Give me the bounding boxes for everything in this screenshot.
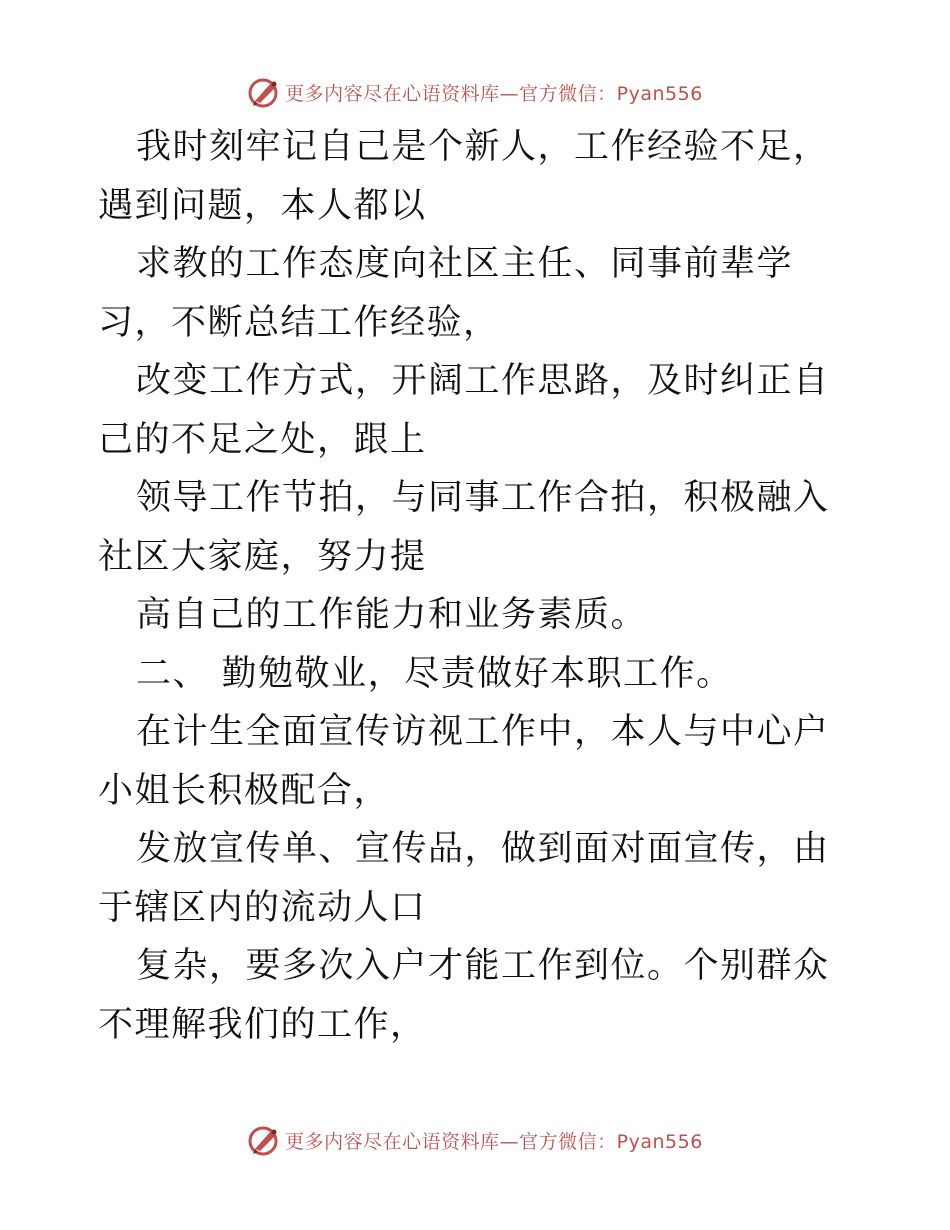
header-banner: [0, 72, 950, 112]
paragraph: 高自己的工作能力和业务素质。: [136, 595, 648, 635]
paragraph: 发放宣传单、宣传品，做到面对面宣传，由于辖区内的流动人口: [98, 829, 830, 928]
paragraph: 求教的工作态度向社区主任、同事前辈学习，不断总结工作经验，: [98, 244, 794, 343]
document-body: [98, 118, 858, 1054]
paragraph: 改变工作方式，开阔工作思路，及时纠正自己的不足之处，跟上: [98, 361, 830, 460]
section-heading: 二、 勤勉敬业，尽责做好本职工作。: [136, 653, 733, 694]
paragraph: 在计生全面宣传访视工作中，本人与中心户小姐长积极配合，: [98, 712, 830, 811]
paragraph: 我时刻牢记自己是个新人，工作经验不足，遇到问题，本人都以: [98, 127, 830, 226]
footer-banner: [0, 1120, 950, 1160]
footer-banner-text: 更多内容尽在心语资料库—官方微信：Pyan556: [285, 1130, 703, 1153]
paragraph: 领导工作节拍，与同事工作合拍，积极融入社区大家庭，努力提: [98, 478, 830, 577]
header-banner-text: 更多内容尽在心语资料库—官方微信：Pyan556: [285, 82, 703, 105]
pen-logo-icon: [247, 75, 281, 109]
pen-logo-icon: [247, 1123, 281, 1157]
paragraph: 复杂，要多次入户才能工作到位。个别群众不理解我们的工作，: [98, 946, 830, 1045]
